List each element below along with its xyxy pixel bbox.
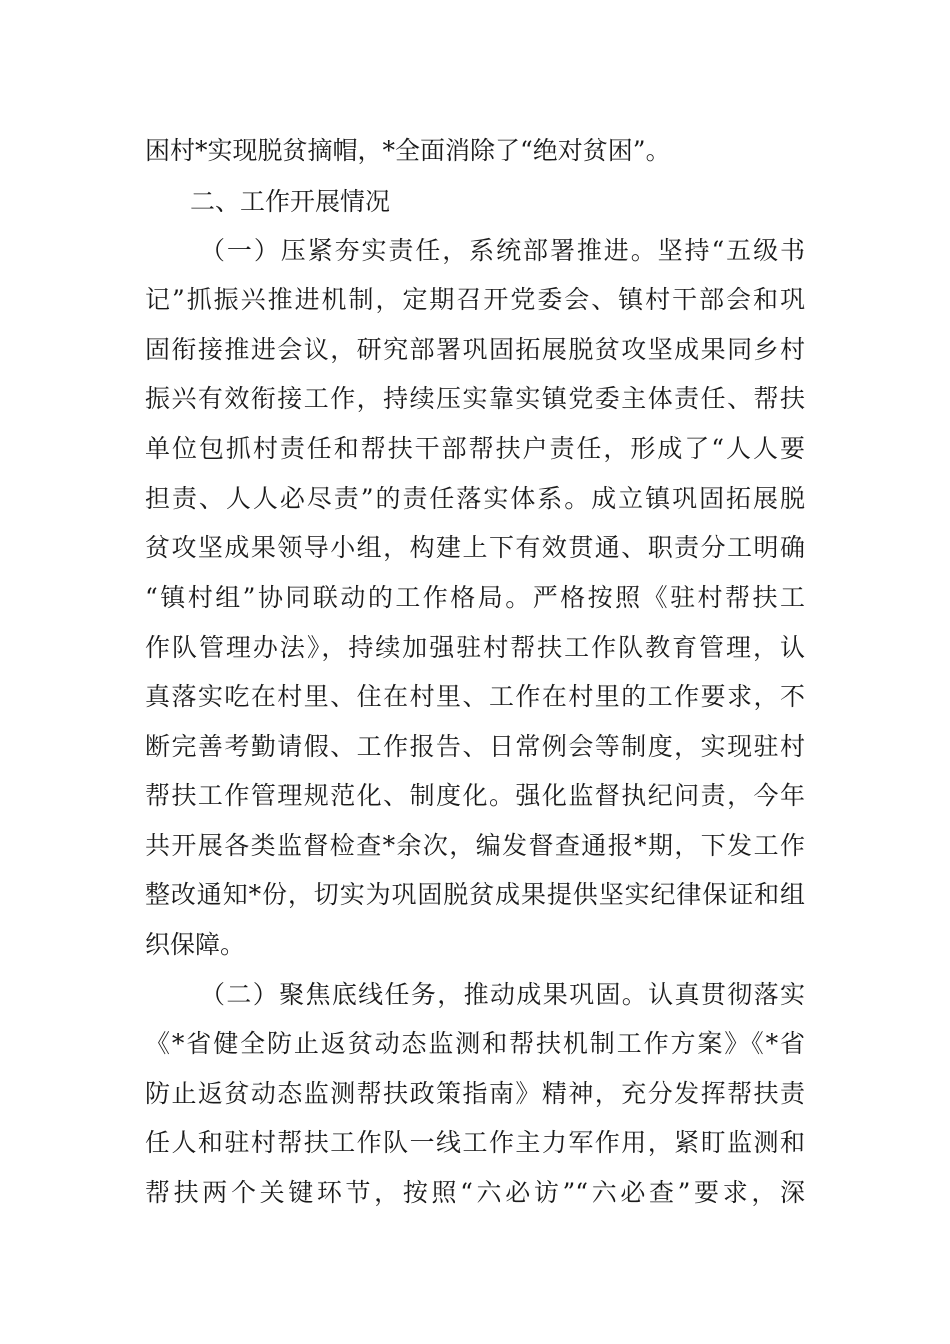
text-line-15: 共开展各类监督检查*余次，编发督查通报*期，下发工作	[145, 831, 805, 860]
text-line-10: “镇村组”协同联动的工作格局。严格按照《驻村帮扶工	[145, 583, 805, 612]
text-line-18: （二）聚焦底线任务，推动成果巩固。认真贯彻落实	[200, 980, 805, 1009]
text-line-7: 单位包抓村责任和帮扶干部帮扶户责任，形成了“人人要	[145, 434, 805, 463]
text-line-5: 固衔接推进会议，研究部署巩固拓展脱贫攻坚成果同乡村	[145, 335, 805, 364]
text-line-4: 记”抓振兴推进机制，定期召开党委会、镇村干部会和巩	[145, 285, 805, 314]
text-line-6: 振兴有效衔接工作，持续压实靠实镇党委主体责任、帮扶	[145, 384, 805, 413]
text-line-11: 作队管理办法》，持续加强驻村帮扶工作队教育管理，认	[145, 633, 805, 662]
text-line-16: 整改通知*份，切实为巩固脱贫成果提供坚实纪律保证和组	[145, 880, 805, 909]
text-line-22: 帮扶两个关键环节，按照“六必访”“六必查”要求，深	[145, 1178, 805, 1207]
text-line-19: 《*省健全防止返贫动态监测和帮扶机制工作方案》《*省	[145, 1029, 805, 1058]
text-line-1: 困村*实现脱贫摘帽，*全面消除了“绝对贫困”。	[145, 136, 671, 165]
text-line-9: 贫攻坚成果领导小组，构建上下有效贯通、职责分工明确	[145, 533, 805, 562]
section-heading: 二、工作开展情况	[190, 187, 391, 216]
text-line-21: 任人和驻村帮扶工作队一线工作主力军作用，紧盯监测和	[145, 1128, 805, 1157]
text-line-3: （一）压紧夯实责任，系统部署推进。坚持“五级书	[200, 236, 805, 265]
text-line-14: 帮扶工作管理规范化、制度化。强化监督执纪问责，今年	[145, 781, 805, 810]
text-line-13: 断完善考勤请假、工作报告、日常例会等制度，实现驻村	[145, 732, 805, 761]
text-line-17: 织保障。	[145, 930, 246, 959]
text-line-8: 担责、人人必尽责”的责任落实体系。成立镇巩固拓展脱	[145, 484, 805, 513]
text-line-12: 真落实吃在村里、住在村里、工作在村里的工作要求，不	[145, 682, 805, 711]
text-line-20: 防止返贫动态监测帮扶政策指南》精神，充分发挥帮扶责	[145, 1079, 805, 1108]
